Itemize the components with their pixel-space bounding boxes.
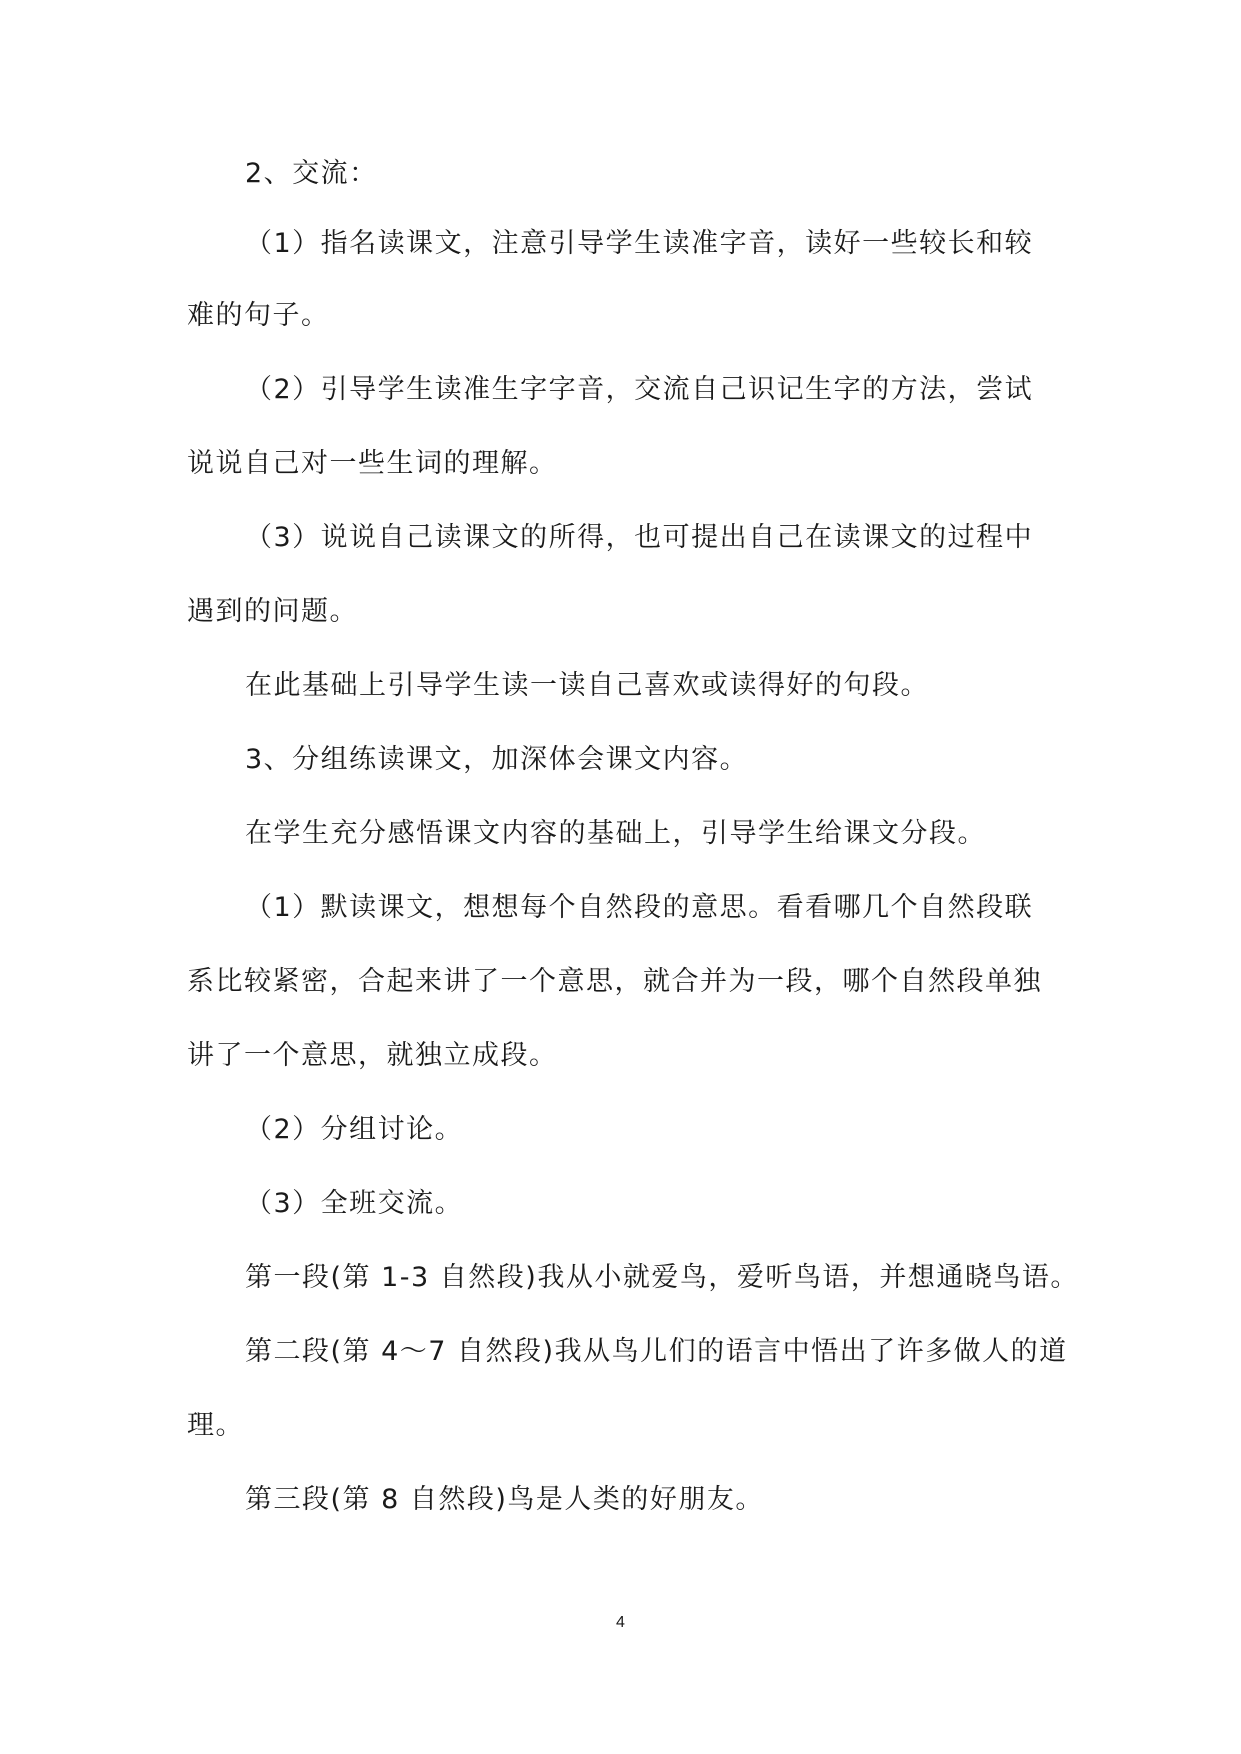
paragraph-line: 在学生充分感悟课文内容的基础上，引导学生给课文分段。 xyxy=(245,818,986,849)
paragraph-line: 理。 xyxy=(187,1410,244,1441)
paragraph-line: （3）说说自己读课文的所得，也可提出自己在读课文的过程中 xyxy=(245,522,1034,553)
paragraph-line: （1）默读课文，想想每个自然段的意思。看看哪几个自然段联 xyxy=(245,892,1034,923)
section-heading-group-reading: 3、分组练读课文，加深体会课文内容。 xyxy=(245,744,749,775)
paragraph-line: （2）引导学生读准生字字音，交流自己识记生字的方法，尝试 xyxy=(245,374,1034,405)
paragraph-line: 说说自己对一些生词的理解。 xyxy=(187,448,558,479)
paragraph-line: 遇到的问题。 xyxy=(187,596,358,627)
paragraph-line: （1）指名读课文，注意引导学生读准字音，读好一些较长和较 xyxy=(245,228,1034,259)
paragraph-line: 在此基础上引导学生读一读自己喜欢或读得好的句段。 xyxy=(245,670,929,701)
page-number: 4 xyxy=(616,1614,625,1631)
paragraph-line: 系比较紧密，合起来讲了一个意思，就合并为一段，哪个自然段单独 xyxy=(187,966,1042,997)
paragraph-line: 第三段(第 8 自然段)鸟是人类的好朋友。 xyxy=(245,1484,764,1515)
paragraph-line: （3）全班交流。 xyxy=(245,1188,464,1219)
paragraph-line: 第一段(第 1-3 自然段)我从小就爱鸟，爱听鸟语，并想通晓鸟语。 xyxy=(245,1262,1079,1293)
paragraph-line: 讲了一个意思，就独立成段。 xyxy=(187,1040,558,1071)
paragraph-line: 第二段(第 4～7 自然段)我从鸟儿们的语言中悟出了许多做人的道 xyxy=(245,1336,1068,1367)
paragraph-line: 难的句子。 xyxy=(187,300,330,331)
paragraph-line: （2）分组讨论。 xyxy=(245,1114,464,1145)
section-heading-exchange: 2、交流： xyxy=(245,158,378,189)
